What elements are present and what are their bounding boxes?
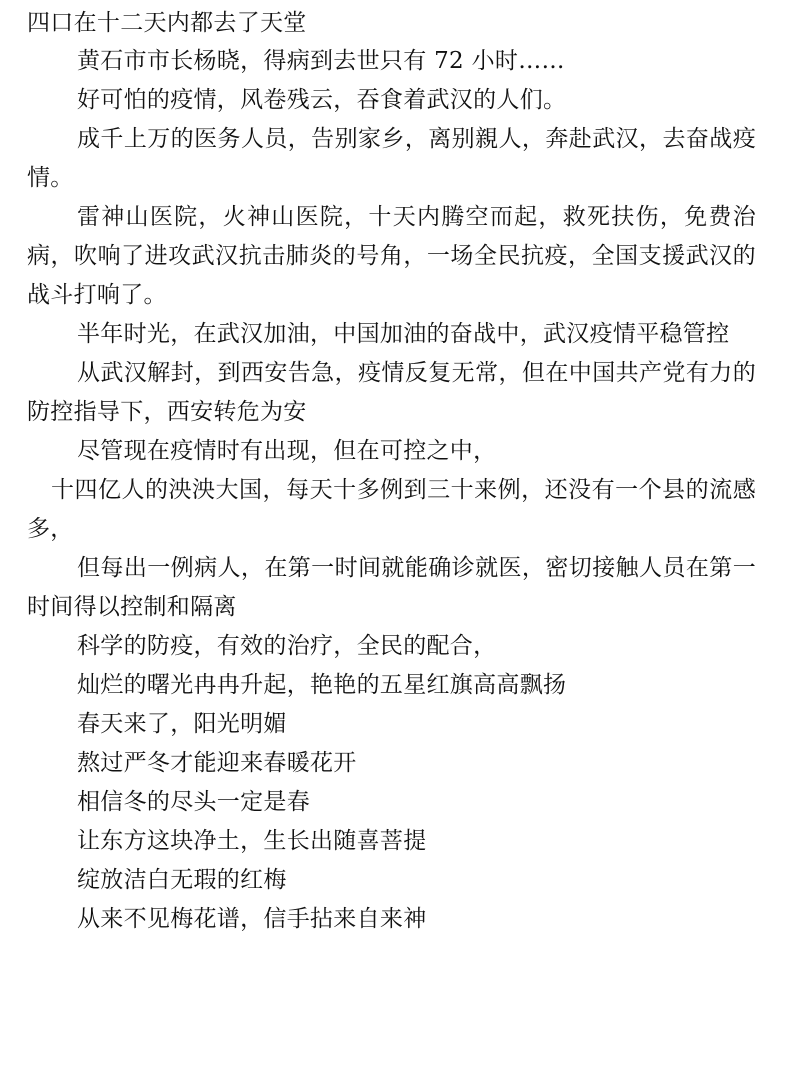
paragraph-1: 黄石市市长杨晓，得病到去世只有 72 小时…… bbox=[77, 48, 565, 74]
paragraph-11: 灿烂的曙光冉冉升起，艳艳的五星红旗高高飘扬 bbox=[77, 672, 567, 698]
paragraph-9: 但每出一例病人，在第一时间就能确诊就医，密切接触人员在第一时间得以控制和隔离 bbox=[27, 555, 756, 620]
paragraph-17: 从来不见梅花谱，信手拈来自来神 bbox=[77, 906, 427, 932]
paragraph-16: 绽放洁白无瑕的红梅 bbox=[77, 867, 287, 893]
paragraph-5: 半年时光，在武汉加油，中国加油的奋战中，武汉疫情平稳管控 bbox=[77, 321, 730, 347]
paragraph-13: 熬过严冬才能迎来春暖花开 bbox=[77, 750, 357, 776]
paragraph-6: 从武汉解封，到西安告急，疫情反复无常，但在中国共产党有力的防控指导下，西安转危为安 bbox=[27, 360, 756, 425]
paragraph-14: 相信冬的尽头一定是春 bbox=[77, 789, 310, 815]
paragraph-8: 十四亿人的泱泱大国，每天十多例到三十来例，还没有一个县的流感多， bbox=[27, 477, 756, 542]
paragraph-3: 成千上万的医务人员，告别家乡，离别親人，奔赴武汉，去奋战疫情。 bbox=[27, 126, 756, 191]
paragraph-2: 好可怕的疫情，风卷残云，吞食着武汉的人们。 bbox=[77, 87, 567, 113]
paragraph-7: 尽管现在疫情时有出现，但在可控之中， bbox=[77, 438, 497, 464]
paragraph-4: 雷神山医院，火神山医院，十天内腾空而起，救死扶伤，免费治病，吹响了进攻武汉抗击肺炎的号角，一场全民抗疫，全国支援武汉的战斗打响了。 bbox=[27, 204, 756, 308]
paragraph-12: 春天来了，阳光明媚 bbox=[77, 711, 287, 737]
document-title: 四口在十二天内都去了天堂 bbox=[27, 10, 307, 36]
paragraph-15: 让东方这块净土，生长出随喜菩提 bbox=[77, 828, 427, 854]
paragraph-10: 科学的防疫，有效的治疗，全民的配合， bbox=[77, 633, 497, 659]
